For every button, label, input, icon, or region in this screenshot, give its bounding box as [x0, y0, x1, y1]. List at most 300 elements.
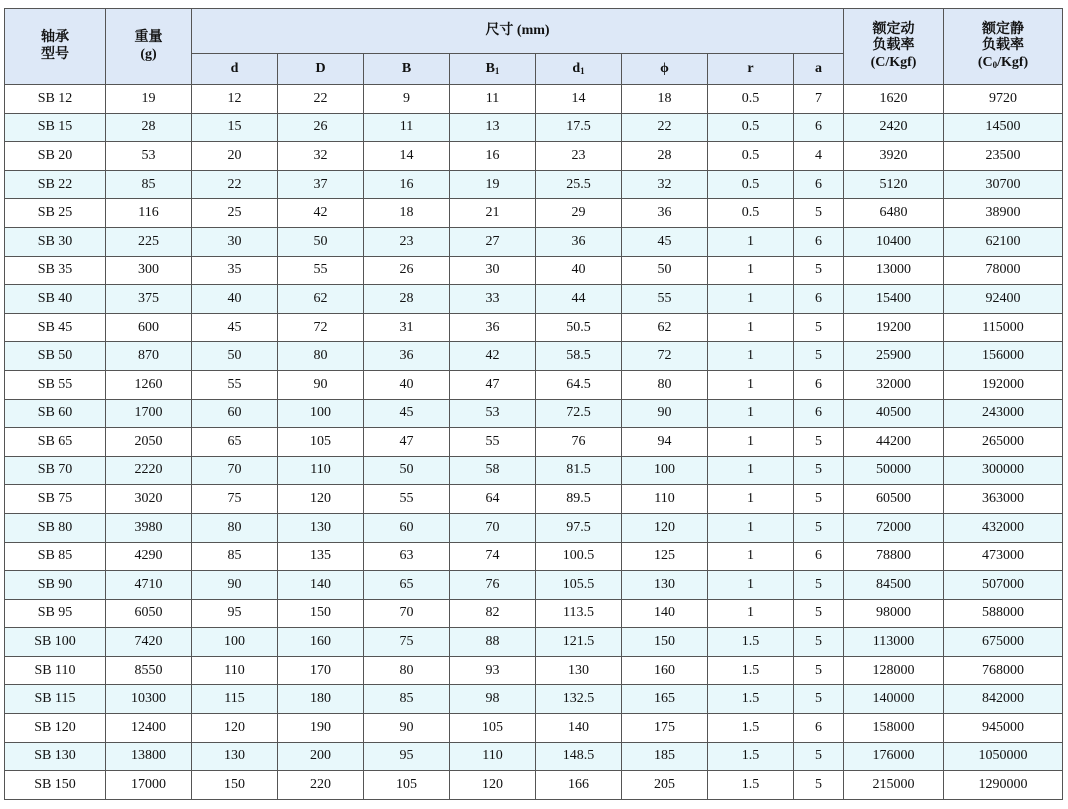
cell-B1: 19	[450, 170, 536, 199]
table-row	[5, 170, 1063, 199]
cell-d: 100	[192, 628, 278, 657]
header-dim-B	[364, 54, 450, 85]
cell-static-load: 30700	[944, 170, 1063, 199]
cell-r: 1	[708, 599, 794, 628]
cell-d1: 14	[536, 85, 622, 114]
cell-phi: 140	[622, 599, 708, 628]
cell-phi: 45	[622, 227, 708, 256]
cell-weight: 6050	[106, 599, 192, 628]
header-static-load-pre: (C	[977, 54, 993, 70]
table-row	[5, 513, 1063, 542]
cell-d1: 130	[536, 656, 622, 685]
cell-d: 115	[192, 685, 278, 714]
cell-dynamic-load: 158000	[844, 714, 944, 743]
cell-B: 28	[364, 285, 450, 314]
cell-dynamic-load: 6480	[844, 199, 944, 228]
cell-D-outer: 200	[278, 742, 364, 771]
cell-a: 6	[794, 542, 844, 571]
cell-static-load: 363000	[944, 485, 1063, 514]
cell-B1: 98	[450, 685, 536, 714]
cell-dynamic-load: 176000	[844, 742, 944, 771]
cell-weight: 116	[106, 199, 192, 228]
table-row	[5, 628, 1063, 657]
cell-B1: 70	[450, 513, 536, 542]
table-header	[5, 9, 1063, 85]
cell-model: SB 95	[5, 599, 106, 628]
cell-model: SB 115	[5, 685, 106, 714]
cell-static-load: 432000	[944, 513, 1063, 542]
cell-D-outer: 120	[278, 485, 364, 514]
table-row	[5, 685, 1063, 714]
cell-dynamic-load: 1620	[844, 85, 944, 114]
table-row	[5, 285, 1063, 314]
table-row	[5, 542, 1063, 571]
cell-d1: 64.5	[536, 370, 622, 399]
cell-B1: 55	[450, 428, 536, 457]
cell-d1: 36	[536, 227, 622, 256]
cell-a: 5	[794, 513, 844, 542]
table-row	[5, 342, 1063, 371]
cell-a: 6	[794, 399, 844, 428]
header-dynamic-load	[844, 9, 944, 85]
cell-D-outer: 140	[278, 571, 364, 600]
cell-B: 47	[364, 428, 450, 457]
header-dim-d1	[536, 54, 622, 85]
cell-d: 22	[192, 170, 278, 199]
cell-model: SB 30	[5, 227, 106, 256]
cell-r: 1	[708, 399, 794, 428]
header-dim-B1-subscript: 1	[494, 65, 500, 76]
cell-d1: 58.5	[536, 342, 622, 371]
cell-B: 60	[364, 513, 450, 542]
cell-d1: 105.5	[536, 571, 622, 600]
cell-a: 6	[794, 714, 844, 743]
cell-B1: 33	[450, 285, 536, 314]
cell-weight: 28	[106, 113, 192, 142]
cell-dynamic-load: 2420	[844, 113, 944, 142]
cell-d: 50	[192, 342, 278, 371]
cell-model: SB 60	[5, 399, 106, 428]
cell-model: SB 12	[5, 85, 106, 114]
table-body	[5, 85, 1063, 800]
cell-D-outer: 105	[278, 428, 364, 457]
cell-r: 1.5	[708, 742, 794, 771]
cell-r: 0.5	[708, 199, 794, 228]
cell-a: 5	[794, 771, 844, 800]
cell-d: 25	[192, 199, 278, 228]
cell-B1: 47	[450, 370, 536, 399]
cell-static-load: 473000	[944, 542, 1063, 571]
cell-static-load: 23500	[944, 142, 1063, 171]
cell-d1: 100.5	[536, 542, 622, 571]
cell-B1: 76	[450, 571, 536, 600]
cell-r: 1	[708, 571, 794, 600]
cell-a: 5	[794, 685, 844, 714]
table-row	[5, 113, 1063, 142]
cell-B1: 93	[450, 656, 536, 685]
cell-model: SB 40	[5, 285, 106, 314]
table-row	[5, 485, 1063, 514]
cell-model: SB 90	[5, 571, 106, 600]
header-model	[5, 9, 106, 85]
cell-B: 18	[364, 199, 450, 228]
cell-dynamic-load: 72000	[844, 513, 944, 542]
cell-a: 4	[794, 142, 844, 171]
cell-dynamic-load: 15400	[844, 285, 944, 314]
header-dim-d	[192, 54, 278, 85]
cell-weight: 2220	[106, 456, 192, 485]
cell-d: 65	[192, 428, 278, 457]
cell-weight: 19	[106, 85, 192, 114]
cell-model: SB 55	[5, 370, 106, 399]
cell-static-load: 78000	[944, 256, 1063, 285]
cell-d1: 76	[536, 428, 622, 457]
cell-d1: 113.5	[536, 599, 622, 628]
cell-r: 0.5	[708, 85, 794, 114]
cell-r: 1.5	[708, 714, 794, 743]
cell-D-outer: 170	[278, 656, 364, 685]
cell-weight: 225	[106, 227, 192, 256]
cell-d1: 121.5	[536, 628, 622, 657]
cell-model: SB 45	[5, 313, 106, 342]
header-weight-line2: (g)	[140, 46, 157, 62]
cell-D-outer: 160	[278, 628, 364, 657]
cell-a: 5	[794, 199, 844, 228]
header-dim-B-label: B	[401, 60, 412, 76]
cell-d1: 72.5	[536, 399, 622, 428]
cell-D-outer: 50	[278, 227, 364, 256]
header-dynamic-load-line2: 负载率	[872, 38, 915, 54]
cell-a: 5	[794, 485, 844, 514]
cell-model: SB 70	[5, 456, 106, 485]
cell-weight: 53	[106, 142, 192, 171]
cell-model: SB 15	[5, 113, 106, 142]
cell-weight: 85	[106, 170, 192, 199]
cell-d: 70	[192, 456, 278, 485]
cell-weight: 300	[106, 256, 192, 285]
table-row	[5, 399, 1063, 428]
cell-model: SB 22	[5, 170, 106, 199]
header-model-line1: 轴承	[41, 30, 69, 46]
cell-a: 7	[794, 85, 844, 114]
cell-d1: 29	[536, 199, 622, 228]
cell-phi: 18	[622, 85, 708, 114]
cell-d1: 44	[536, 285, 622, 314]
cell-d: 150	[192, 771, 278, 800]
cell-D-outer: 180	[278, 685, 364, 714]
cell-D-outer: 37	[278, 170, 364, 199]
spec-table-container	[4, 8, 1062, 800]
cell-B1: 42	[450, 342, 536, 371]
cell-static-load: 1290000	[944, 771, 1063, 800]
cell-phi: 150	[622, 628, 708, 657]
cell-B1: 120	[450, 771, 536, 800]
cell-a: 6	[794, 370, 844, 399]
cell-d1: 25.5	[536, 170, 622, 199]
cell-d: 60	[192, 399, 278, 428]
cell-model: SB 80	[5, 513, 106, 542]
cell-static-load: 9720	[944, 85, 1063, 114]
bearing-spec-table	[4, 8, 1063, 800]
cell-B: 70	[364, 599, 450, 628]
cell-model: SB 120	[5, 714, 106, 743]
table-row	[5, 256, 1063, 285]
cell-r: 1	[708, 370, 794, 399]
table-row	[5, 571, 1063, 600]
cell-static-load: 92400	[944, 285, 1063, 314]
cell-B1: 88	[450, 628, 536, 657]
cell-D-outer: 135	[278, 542, 364, 571]
cell-B1: 74	[450, 542, 536, 571]
cell-weight: 3020	[106, 485, 192, 514]
cell-d1: 132.5	[536, 685, 622, 714]
cell-phi: 28	[622, 142, 708, 171]
table-row	[5, 227, 1063, 256]
cell-static-load: 243000	[944, 399, 1063, 428]
cell-model: SB 110	[5, 656, 106, 685]
cell-phi: 50	[622, 256, 708, 285]
cell-r: 0.5	[708, 170, 794, 199]
cell-a: 5	[794, 599, 844, 628]
header-dim-a-label: a	[815, 60, 823, 76]
cell-d1: 81.5	[536, 456, 622, 485]
cell-d1: 17.5	[536, 113, 622, 142]
cell-dynamic-load: 3920	[844, 142, 944, 171]
cell-a: 6	[794, 113, 844, 142]
cell-d: 20	[192, 142, 278, 171]
cell-a: 5	[794, 428, 844, 457]
cell-d: 80	[192, 513, 278, 542]
table-row	[5, 370, 1063, 399]
cell-r: 1	[708, 456, 794, 485]
cell-phi: 165	[622, 685, 708, 714]
header-dim-d-label: d	[230, 60, 239, 76]
table-row	[5, 656, 1063, 685]
cell-static-load: 265000	[944, 428, 1063, 457]
header-dim-D-outer-label: D	[315, 60, 326, 76]
table-row	[5, 428, 1063, 457]
cell-B1: 11	[450, 85, 536, 114]
cell-a: 5	[794, 628, 844, 657]
cell-phi: 130	[622, 571, 708, 600]
header-dim-phi	[622, 54, 708, 85]
cell-r: 1	[708, 285, 794, 314]
cell-static-load: 945000	[944, 714, 1063, 743]
cell-weight: 3980	[106, 513, 192, 542]
cell-model: SB 20	[5, 142, 106, 171]
cell-weight: 1260	[106, 370, 192, 399]
cell-B1: 16	[450, 142, 536, 171]
cell-weight: 17000	[106, 771, 192, 800]
cell-D-outer: 220	[278, 771, 364, 800]
cell-static-load: 115000	[944, 313, 1063, 342]
cell-dynamic-load: 78800	[844, 542, 944, 571]
cell-B: 65	[364, 571, 450, 600]
cell-dynamic-load: 140000	[844, 685, 944, 714]
cell-weight: 1700	[106, 399, 192, 428]
cell-dynamic-load: 25900	[844, 342, 944, 371]
cell-phi: 100	[622, 456, 708, 485]
cell-static-load: 588000	[944, 599, 1063, 628]
cell-static-load: 14500	[944, 113, 1063, 142]
cell-dynamic-load: 10400	[844, 227, 944, 256]
cell-weight: 13800	[106, 742, 192, 771]
cell-r: 1	[708, 256, 794, 285]
cell-static-load: 507000	[944, 571, 1063, 600]
cell-d1: 97.5	[536, 513, 622, 542]
cell-B: 14	[364, 142, 450, 171]
cell-dynamic-load: 44200	[844, 428, 944, 457]
cell-d1: 166	[536, 771, 622, 800]
cell-model: SB 50	[5, 342, 106, 371]
header-static-load-sub: 0	[992, 59, 998, 70]
table-row	[5, 313, 1063, 342]
cell-d: 30	[192, 227, 278, 256]
cell-r: 1	[708, 227, 794, 256]
header-weight-line1: 重量	[134, 30, 163, 46]
cell-static-load: 842000	[944, 685, 1063, 714]
header-dim-r	[708, 54, 794, 85]
header-static-load	[944, 9, 1063, 85]
cell-phi: 125	[622, 542, 708, 571]
cell-d: 75	[192, 485, 278, 514]
cell-B: 26	[364, 256, 450, 285]
cell-phi: 22	[622, 113, 708, 142]
cell-D-outer: 42	[278, 199, 364, 228]
cell-dynamic-load: 40500	[844, 399, 944, 428]
cell-d1: 40	[536, 256, 622, 285]
cell-B: 105	[364, 771, 450, 800]
cell-phi: 80	[622, 370, 708, 399]
cell-d: 95	[192, 599, 278, 628]
cell-d1: 89.5	[536, 485, 622, 514]
cell-D-outer: 80	[278, 342, 364, 371]
cell-phi: 72	[622, 342, 708, 371]
table-row	[5, 142, 1063, 171]
header-dim-d1-subscript: 1	[580, 65, 585, 76]
table-row	[5, 599, 1063, 628]
cell-B: 63	[364, 542, 450, 571]
cell-r: 1.5	[708, 656, 794, 685]
table-row	[5, 85, 1063, 114]
cell-r: 1	[708, 485, 794, 514]
cell-B: 50	[364, 456, 450, 485]
cell-B: 95	[364, 742, 450, 771]
cell-d: 120	[192, 714, 278, 743]
cell-B: 80	[364, 656, 450, 685]
cell-dynamic-load: 60500	[844, 485, 944, 514]
cell-B1: 105	[450, 714, 536, 743]
cell-weight: 600	[106, 313, 192, 342]
cell-static-load: 675000	[944, 628, 1063, 657]
cell-D-outer: 22	[278, 85, 364, 114]
cell-r: 1	[708, 542, 794, 571]
cell-a: 5	[794, 456, 844, 485]
cell-B: 40	[364, 370, 450, 399]
cell-B1: 53	[450, 399, 536, 428]
cell-a: 5	[794, 342, 844, 371]
cell-D-outer: 150	[278, 599, 364, 628]
cell-B1: 82	[450, 599, 536, 628]
cell-a: 5	[794, 313, 844, 342]
cell-r: 1	[708, 513, 794, 542]
cell-r: 1	[708, 313, 794, 342]
cell-d: 85	[192, 542, 278, 571]
cell-dynamic-load: 84500	[844, 571, 944, 600]
table-row	[5, 199, 1063, 228]
cell-phi: 110	[622, 485, 708, 514]
cell-B: 90	[364, 714, 450, 743]
cell-model: SB 100	[5, 628, 106, 657]
cell-B1: 27	[450, 227, 536, 256]
cell-a: 6	[794, 285, 844, 314]
header-weight	[106, 9, 192, 85]
cell-B1: 21	[450, 199, 536, 228]
header-dim-B1	[450, 54, 536, 85]
cell-B: 75	[364, 628, 450, 657]
cell-d: 45	[192, 313, 278, 342]
cell-B: 11	[364, 113, 450, 142]
cell-phi: 175	[622, 714, 708, 743]
cell-B1: 64	[450, 485, 536, 514]
cell-d: 55	[192, 370, 278, 399]
cell-D-outer: 130	[278, 513, 364, 542]
cell-D-outer: 90	[278, 370, 364, 399]
cell-phi: 62	[622, 313, 708, 342]
cell-B: 36	[364, 342, 450, 371]
cell-phi: 36	[622, 199, 708, 228]
cell-model: SB 35	[5, 256, 106, 285]
cell-phi: 55	[622, 285, 708, 314]
cell-model: SB 25	[5, 199, 106, 228]
cell-d: 110	[192, 656, 278, 685]
cell-B: 55	[364, 485, 450, 514]
cell-model: SB 85	[5, 542, 106, 571]
cell-B1: 36	[450, 313, 536, 342]
cell-D-outer: 62	[278, 285, 364, 314]
cell-r: 0.5	[708, 113, 794, 142]
cell-weight: 12400	[106, 714, 192, 743]
cell-static-load: 62100	[944, 227, 1063, 256]
cell-B1: 58	[450, 456, 536, 485]
header-static-load-post: /Kgf)	[997, 54, 1029, 70]
header-dynamic-load-line3: (C/Kgf)	[870, 54, 917, 70]
cell-a: 5	[794, 571, 844, 600]
cell-B1: 110	[450, 742, 536, 771]
cell-d: 40	[192, 285, 278, 314]
header-dim-phi-label: ϕ	[660, 60, 669, 76]
header-dim-d1-label: d	[572, 60, 581, 76]
cell-D-outer: 26	[278, 113, 364, 142]
cell-static-load: 156000	[944, 342, 1063, 371]
cell-static-load: 300000	[944, 456, 1063, 485]
cell-dynamic-load: 215000	[844, 771, 944, 800]
table-row	[5, 714, 1063, 743]
header-static-load-line2: 负载率	[982, 38, 1025, 54]
cell-weight: 7420	[106, 628, 192, 657]
header-dimensions: 尺寸 (mm)	[192, 9, 844, 54]
cell-B: 16	[364, 170, 450, 199]
cell-dynamic-load: 19200	[844, 313, 944, 342]
cell-a: 5	[794, 742, 844, 771]
cell-D-outer: 190	[278, 714, 364, 743]
cell-phi: 160	[622, 656, 708, 685]
cell-static-load: 768000	[944, 656, 1063, 685]
cell-phi: 185	[622, 742, 708, 771]
cell-phi: 32	[622, 170, 708, 199]
cell-d: 35	[192, 256, 278, 285]
header-dim-r-label: r	[747, 60, 754, 76]
